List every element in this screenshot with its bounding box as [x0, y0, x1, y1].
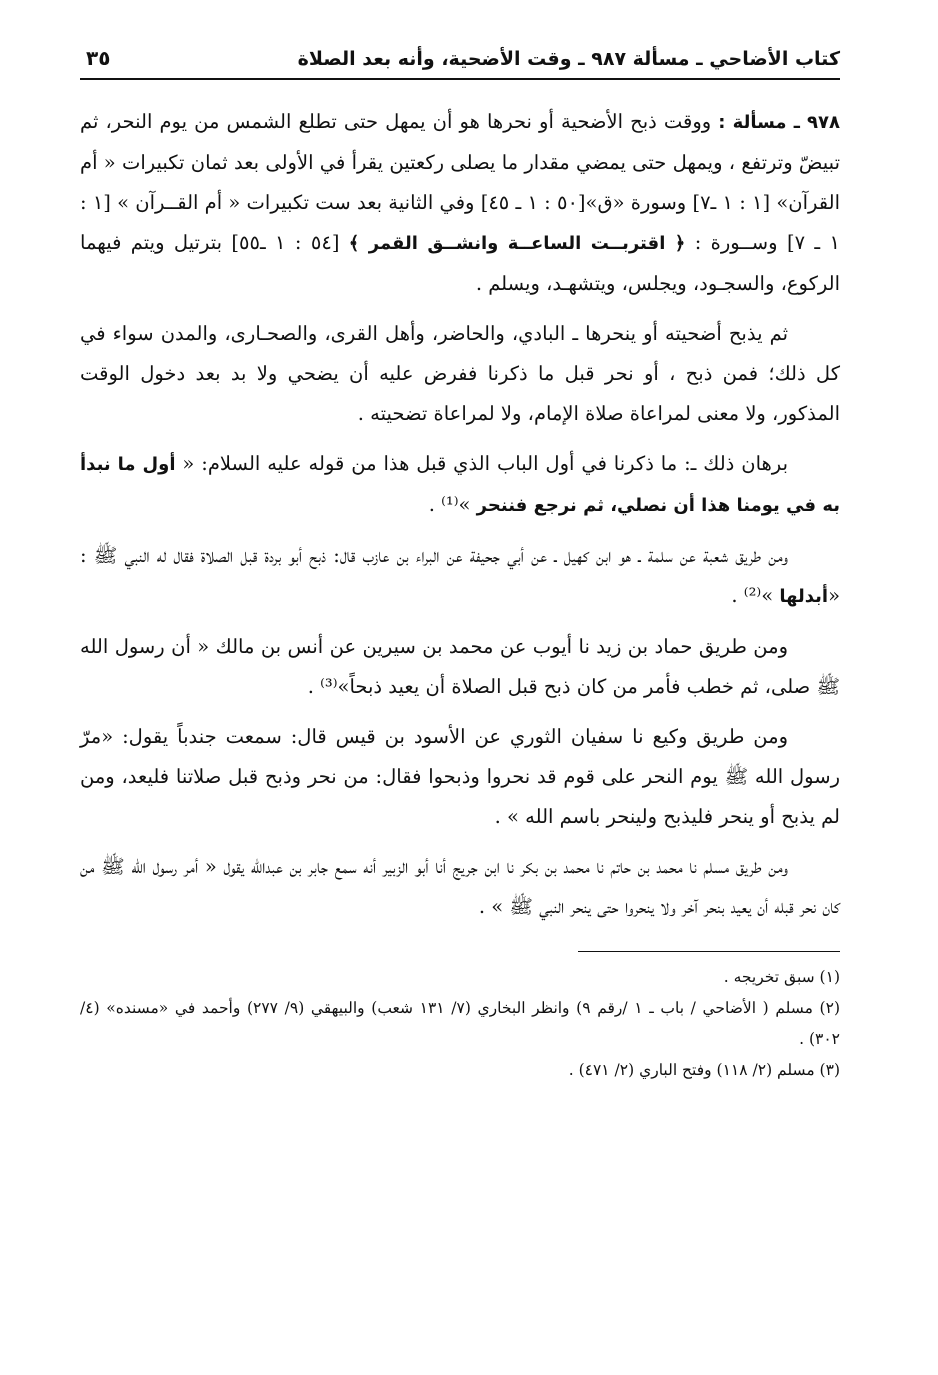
- footnote-3: (٣) مسلم (٢/ ١١٨) وفتح الباري (٢/ ٤٧١) .: [568, 1061, 840, 1079]
- paragraph-text: برهان ذلك ـ: ما ذكرنا في أول الباب الذي قبل هذا من قوله عليه السلام: «: [175, 452, 788, 475]
- paragraph: [80, 627, 840, 707]
- paragraph-burhan: [80, 444, 840, 526]
- quran-quote: ﴿ اقتربــت الساعــة وانشــق القمر ﴾: [348, 233, 686, 254]
- paragraph-text: ومن طريق حماد بن زيد نا أيوب عن محمد بن سيرين عن أنس بن مالك « أن رسول الله ﷺ صلى، ثم خطب فأمر من كان ذبح قبل الصلاة أن يعيد ذبحاً»⁽³⁾ .: [80, 635, 840, 698]
- masala-heading: ٩٧٨ ـ مسألة :: [718, 112, 840, 133]
- running-header: [80, 36, 840, 80]
- paragraph-text: ومن طريق مسلم نا محمد بن حاتم نا محمد بن بكر نا ابن جريج أنا أبو الزبير أنه سمع جابر بن عبدالله يقول « أمر رسول الله ﷺ من كان نحر قبله أن يعيد بنحر آخر ولا ينحروا حتى ينحر النبي ﷺ » .: [80, 855, 840, 918]
- paragraph-text: ومن طريق وكيع نا سفيان الثوري عن الأسود بن قيس قال: سمعت جندباً يقول: «مرّ رسول الله ﷺ يوم النحر على قوم قد نحروا وذبحوا فقال: من نحر وذبح قبل صلاتنا فليعد، ومن لم يذبح أو ينحر فليذبح ولينحر باسم الله » .: [80, 725, 840, 828]
- footnote-divider: [578, 951, 840, 952]
- footnote-2: (٢) مسلم ( الأضاحي / باب ـ ١ /رقم ٩) وانظر البخاري (٧/ ١٣١ شعب) والبيهقي (٩/ ٢٧٧) وأحمد في «مسنده» (٤/ ٣٠٢) .: [80, 999, 840, 1048]
- page-number: ٣٥: [86, 46, 111, 70]
- page: [80, 36, 840, 1086]
- paragraph-text-tail: »⁽²⁾ .: [731, 584, 780, 607]
- paragraph-text: ووقت ذبح الأضحية أو نحرها هو أن يمهل حتى تطلع الشمس من يوم النحر، ثم تبيضّ وترتفع ، ويمهل حتى يمضي مقدار ما يصلى ركعتين يقرأ في الأولى بعد ثمان تكبيرات « أم القرآن» [١ : ١ ـ٧] وسورة «ق»[٥٠ : ١ ـ ٤٥] وفي الثانية بعد ست تكبيرات « أم القــرآن » [١ : ١ ـ ٧] وســورة :: [80, 110, 840, 254]
- running-title: كتاب الأضاحي ـ مسألة ٩٨٧ ـ وقت الأضحية، وأنه بعد الصلاة: [297, 48, 840, 70]
- paragraph: [80, 314, 840, 434]
- footnote-1: (١) سبق تخريجه .: [723, 968, 840, 986]
- paragraph-text-tail: »⁽¹⁾ .: [428, 493, 477, 516]
- main-text: [80, 102, 840, 927]
- footnotes: [80, 962, 840, 1086]
- paragraph-text: ومن طريق شعبة عن سلمة ـ هو ابن كهيل ـ عن أبي جحيفة عن البراء بن عازب قال: ذبح أبو بردة قبل الصلاة فقال له النبي ﷺ : «: [80, 544, 840, 607]
- paragraph-masala-978: [80, 102, 840, 304]
- paragraph-text-tail: [٥٤ : ١ ـ٥٥] بترتيل ويتم فيهما الركوع، والسجـود، ويجلس، ويتشهـد، ويسلم .: [80, 231, 840, 295]
- paragraph: [80, 847, 840, 927]
- hadith-quote: أول ما نبدأ به في يومنا هذا أن نصلي، ثم نرجع فننحر: [80, 454, 840, 516]
- paragraph: [80, 536, 840, 617]
- paragraph: [80, 717, 840, 837]
- hadith-quote: أبدلها: [779, 586, 829, 607]
- paragraph-text: ثم يذبح أضحيته أو ينحرها ـ البادي، والحاضر، وأهل القرى، والصحـارى، والمدن سواء في كل ذلك؛ فمن ذبح ، أو نحر قبل ما ذكرنا ففرض عليه أن يضحي ولا بد بعد دخول الوقت المذكور، ولا معنى لمراعاة صلاة الإمام، ولا لمراعاة تضحيته .: [80, 322, 840, 425]
